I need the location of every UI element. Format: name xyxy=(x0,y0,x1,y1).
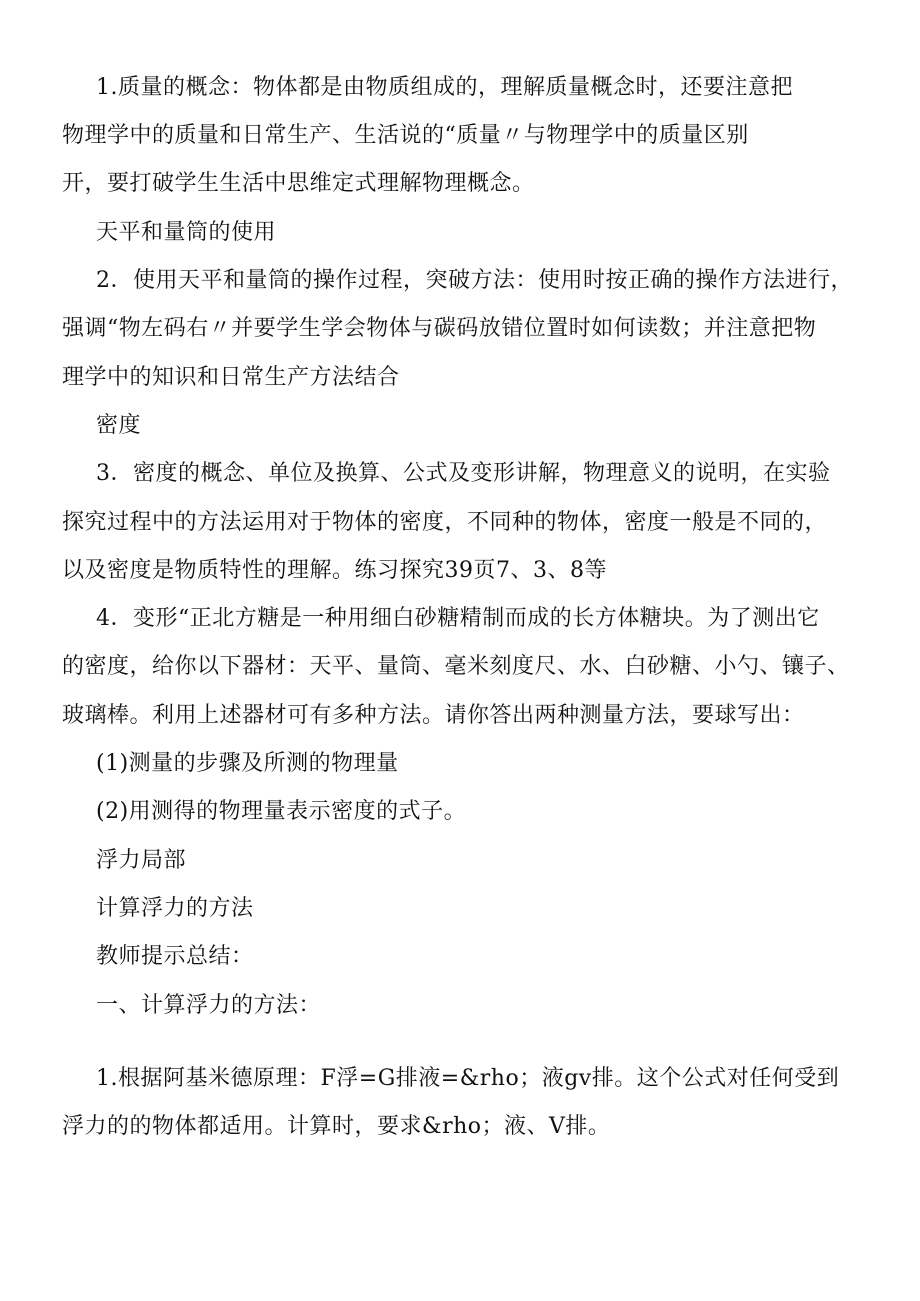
paragraph-line: 玻璃棒。利用上述器材可有多种方法。请你答出两种测量方法，要球写出： xyxy=(62,703,805,728)
section-heading: 密度 xyxy=(96,413,142,438)
paragraph-line: 的密度，给你以下器材：天平、量筒、毫米刻度尺、水、白砂糖、小勺、镶子、 xyxy=(62,654,850,679)
section-heading: 浮力局部 xyxy=(96,848,187,873)
section-heading: 一、计算浮力的方法： xyxy=(96,993,322,1018)
paragraph-line: 1.根据阿基米德原理：F浮=G排液=&rho；液gv排。这个公式对任何受到 xyxy=(96,1066,840,1091)
paragraph-line: 理学中的知识和日常生产方法结合 xyxy=(62,365,400,390)
paragraph-line: 浮力的的物体都适用。计算时，要求&rho；液、V排。 xyxy=(62,1114,611,1139)
paragraph-line: 强调“物左码右〃并要学生学会物体与碳码放错位置时如何读数；并注意把物 xyxy=(62,316,817,341)
paragraph-line: 4．变形“正北方糖是一种用细白砂糖精制而成的长方体糖块。为了测出它 xyxy=(96,606,820,631)
paragraph-line: 以及密度是物质特性的理解。练习探究39页7、3、8等 xyxy=(62,558,607,583)
paragraph-line: 3．密度的概念、单位及换算、公式及变形讲解，物理意义的说明，在实验 xyxy=(96,461,831,486)
section-heading: 计算浮力的方法 xyxy=(96,896,254,921)
section-heading: 天平和量筒的使用 xyxy=(96,220,277,245)
paragraph-line: 开，要打破学生生活中思维定式理解物理概念。 xyxy=(62,171,535,196)
paragraph-line: 探究过程中的方法运用对于物体的密度，不同种的物体，密度一般是不同的， xyxy=(62,510,828,535)
list-item: (2)用测得的物理量表示密度的式子。 xyxy=(96,799,467,824)
paragraph-line: 物理学中的质量和日常生产、生活说的“质量〃与物理学中的质量区别 xyxy=(62,123,749,148)
paragraph-line: 2．使用天平和量筒的操作过程，突破方法：使用时按正确的操作方法进行， xyxy=(96,268,853,293)
paragraph-line: 1.质量的概念：物体都是由物质组成的，理解质量概念时，还要注意把 xyxy=(96,75,793,100)
paragraph-line: 教师提示总结： xyxy=(96,944,254,969)
list-item: (1)测量的步骤及所测的物理量 xyxy=(96,751,399,776)
